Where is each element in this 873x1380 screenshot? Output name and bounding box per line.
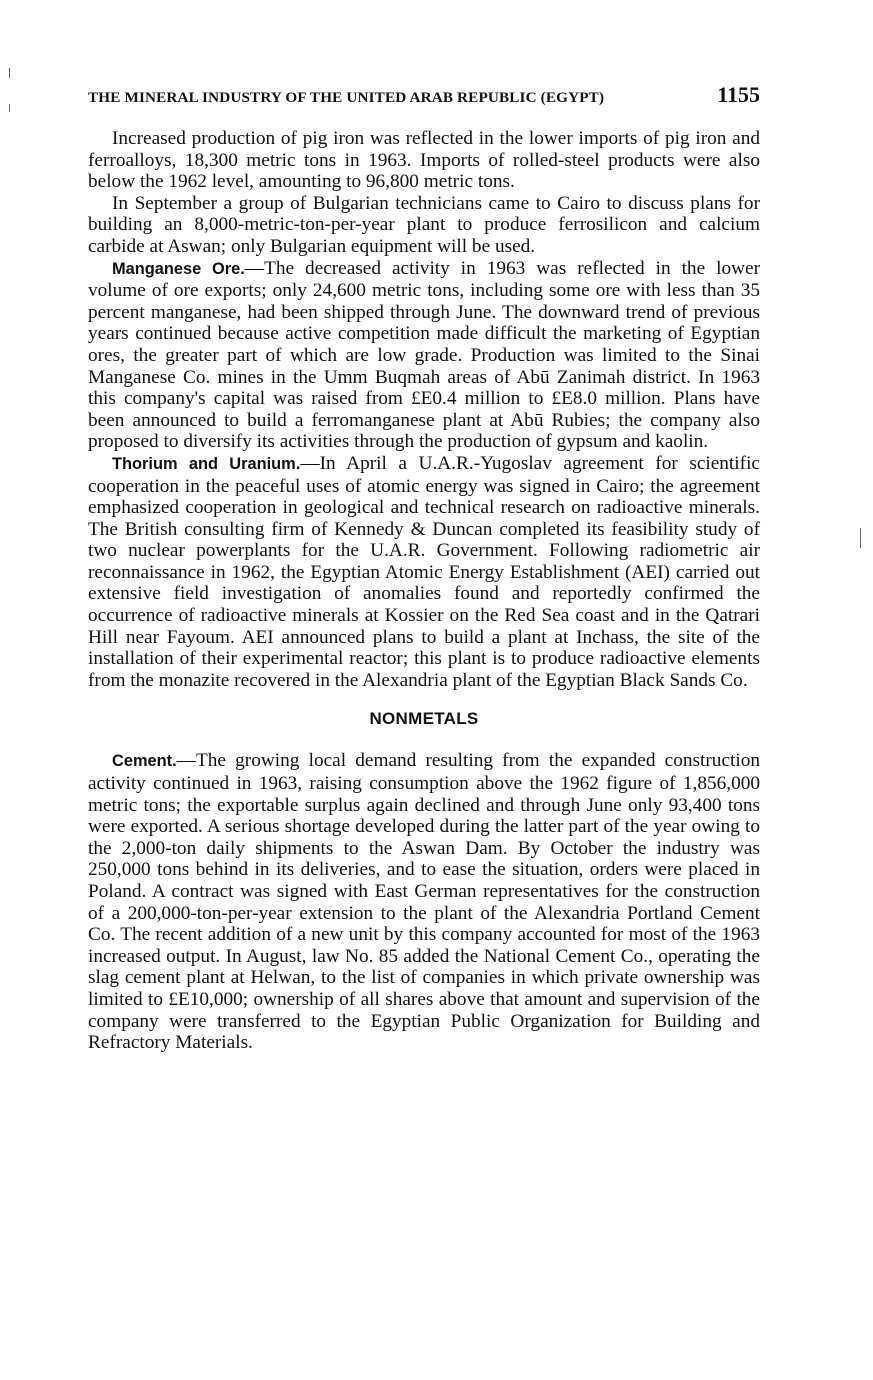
paragraph-manganese-ore	[88, 258, 760, 453]
margin-tick-left-1	[9, 68, 10, 78]
document-page	[88, 82, 760, 1054]
paragraph-thorium-uranium	[88, 453, 760, 692]
running-header	[88, 82, 760, 116]
paragraph-text: Increased production of pig iron was reflected in the lower imports of pig iron and ferroalloys, 18,300 metric tons in 1963. Imports of rolled-steel products were also below the 1962 level, amounting to 96,800 metric tons.	[88, 128, 760, 193]
margin-tick-left-2	[9, 104, 10, 112]
paragraph-cement	[88, 750, 760, 1053]
running-title: THE MINERAL INDUSTRY OF THE UNITED ARAB REPUBLIC (EGYPT)	[88, 89, 605, 106]
paragraph-text: —In April a U.A.R.-Yugoslav agreement for scientific cooperation in the peaceful uses of atomic energy was signed in Cairo; the agreement emphasized cooperation in geological and technical research on radioactive minerals. The British consulting firm of Kennedy & Duncan completed its feasibility study of two nuclear powerplants for the U.A.R. Government. Following radiometric air reconnaissance in 1962, the Egyptian Atomic Energy Establishment (AEI) carried out extensive field investigation of anomalies found and reportedly confirmed the occurrence of radioactive minerals at Kossier on the Red Sea coast and in the Qatrari Hill near Fayoum. AEI announced plans to build a plant at Inchass, the site of the installation of their experimental reactor; this plant is to produce radioactive elements from the monazite recovered in the Alexandria plant of the Egyptian Black Sands Co.	[88, 452, 760, 691]
margin-tick-right	[860, 528, 861, 548]
section-heading-nonmetals: NONMETALS	[369, 709, 479, 729]
paragraph-text: —The decreased activity in 1963 was reflected in the lower volume of ore exports; only 24,600 metric tons, including some ore with less than 35 percent manganese, had been shipped through June. The downward trend of previous years continued because active competition made difficult the marketing of Egyptian ores, the greater part of which are low grade. Production was limited to the Sinai Manganese Co. mines in the Umm Buqmah areas of Abū Zanimah district. In 1963 this company's capital was raised from £E0.4 million to £E8.0 million. Plans have been announced to build a ferromanganese plant at Abū Rubies; the company also proposed to diversify its activities through the production of gypsum and kaolin.	[88, 257, 761, 453]
paragraph-bulgarian-plant	[88, 193, 760, 258]
page-number: 1155	[717, 82, 760, 107]
paragraph-text: In September a group of Bulgarian technicians came to Cairo to discuss plans for building an 8,000-metric-ton-per-year plant to produce ferrosilicon and calcium carbide at Aswan; only Bulgarian equipment will be used.	[88, 192, 760, 257]
paragraph-run-in-heading: Manganese Ore.	[112, 259, 245, 278]
paragraph-text: —The growing local demand resulting from the expanded construction activity continued in 1963, raising consumption above the 1962 figure of 1,856,000 metric tons; the exportable surplus again declined and through June only 93,400 tons were exported. A serious shortage developed during the latter part of the year owing to the 2,000-ton daily shipments to the Aswan Dam. By October the industry was 250,000 tons behind in its deliveries, and to ease the situation, orders were placed in Poland. A contract was signed with East German representatives for the construction of a 200,000-ton-per-year extension to the plant of the Alexandria Portland Cement Co. The recent addition of a new unit by this company accounted for most of the 1963 increased output. In August, law No. 85 added the National Cement Co., operating the slag cement plant at Helwan, to the list of companies in which private ownership was limited to £E10,000; ownership of all shares above that amount and supervision of the company were transferred to the Egyptian Public Organization for Building and Refractory Materials.	[88, 750, 760, 1054]
paragraph-run-in-heading: Cement.	[112, 752, 177, 771]
paragraph-run-in-heading: Thorium and Uranium.	[112, 454, 301, 473]
paragraph-pig-iron	[88, 128, 760, 193]
